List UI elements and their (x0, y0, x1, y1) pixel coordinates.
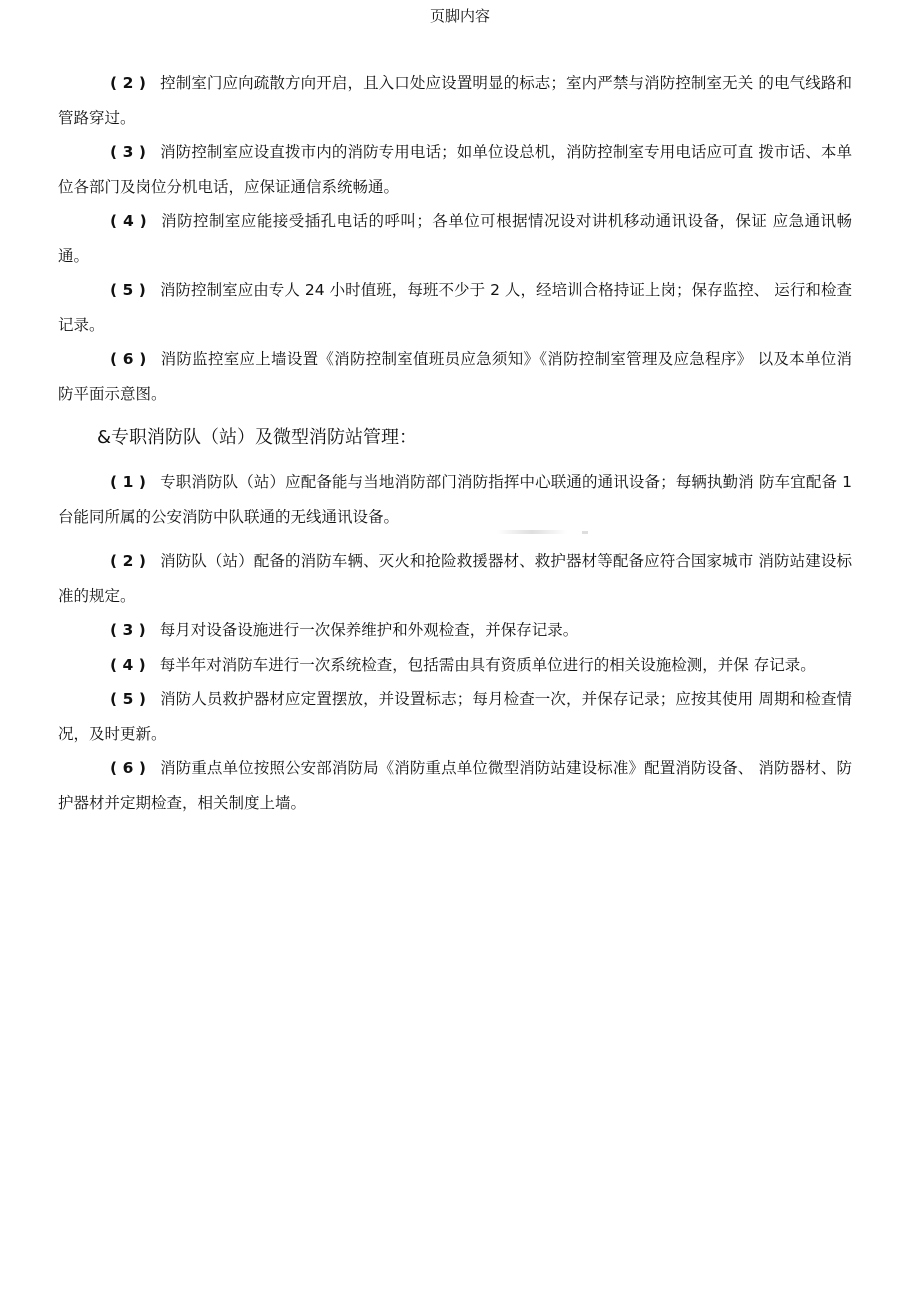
item-text: 消防队（站）配备的消防车辆、灭火和抢险救援器材、救护器材等配备应符合国家城市 消防站建设标准的规定。 (58, 552, 852, 605)
scan-smudge (582, 531, 588, 534)
list-item (58, 613, 852, 648)
list-item (58, 66, 852, 135)
station-section-rest (58, 544, 852, 820)
item-number: ( 2 ) (110, 74, 146, 92)
item-text: 消防人员救护器材应定置摆放，并设置标志；每月检查一次，并保存记录；应按其使用 周期和检查情况，及时更新。 (58, 690, 852, 743)
item-text: 每半年对消防车进行一次系统检查，包括需由具有资质单位进行的相关设施检测，并保 存记录。 (159, 655, 816, 674)
section-heading: &专职消防队（站）及微型消防站管理： (97, 427, 418, 448)
list-item (58, 544, 852, 613)
list-item (58, 648, 852, 683)
item-number: ( 5 ) (110, 690, 146, 708)
item-number: ( 4 ) (110, 655, 146, 674)
list-item (58, 751, 852, 820)
control-room-section (58, 66, 852, 411)
item-text: 消防控制室应由专人 24 小时值班，每班不少于 2 人，经培训合格持证上岗；保存监控、 运行和检查记录。 (58, 281, 853, 334)
page-header: 页脚内容 (429, 7, 490, 25)
list-item (58, 342, 852, 411)
station-section-first (58, 465, 852, 534)
list-item (58, 682, 852, 751)
list-item (58, 204, 852, 273)
item-number: ( 6 ) (110, 350, 147, 368)
item-text: 消防控制室应设直拨市内的消防专用电话；如单位设总机，消防控制室专用电话应可直 拨市话、本单位各部门及岗位分机电话，应保证通信系统畅通。 (58, 143, 852, 196)
list-item (58, 135, 852, 204)
item-number: ( 2 ) (110, 552, 146, 570)
item-number: ( 3 ) (110, 621, 146, 639)
item-text: 每月对设备设施进行一次保养维护和外观检查，并保存记录。 (159, 621, 579, 639)
item-text: 专职消防队（站）应配备能与当地消防部门消防指挥中心联通的通讯设备；每辆执勤消 防车宜配备 1 台能同所属的公安消防中队联通的无线通讯设备。 (58, 473, 852, 526)
list-item (58, 273, 852, 342)
item-text: 控制室门应向疏散方向开启，且入口处应设置明显的标志；室内严禁与消防控制室无关 的电气线路和管路穿过。 (58, 74, 852, 127)
item-text: 消防重点单位按照公安部消防局《消防重点单位微型消防站建设标准》配置消防设备、 消防器材、防护器材并定期检查，相关制度上墙。 (58, 759, 852, 812)
item-text: 消防控制室应能接受插孔电话的呼叫；各单位可根据情况设对讲机移动通讯设备，保证 应急通讯畅通。 (58, 212, 852, 265)
item-number: ( 3 ) (110, 143, 146, 161)
list-item (58, 465, 852, 534)
item-number: ( 6 ) (110, 759, 146, 777)
scan-smudge (497, 530, 567, 534)
item-number: ( 4 ) (110, 212, 147, 230)
item-text: 消防监控室应上墙设置《消防控制室值班员应急须知》《消防控制室管理及应急程序》 以及本单位消防平面示意图。 (58, 350, 853, 403)
item-number: ( 1 ) (110, 473, 147, 491)
item-number: ( 5 ) (110, 281, 146, 299)
